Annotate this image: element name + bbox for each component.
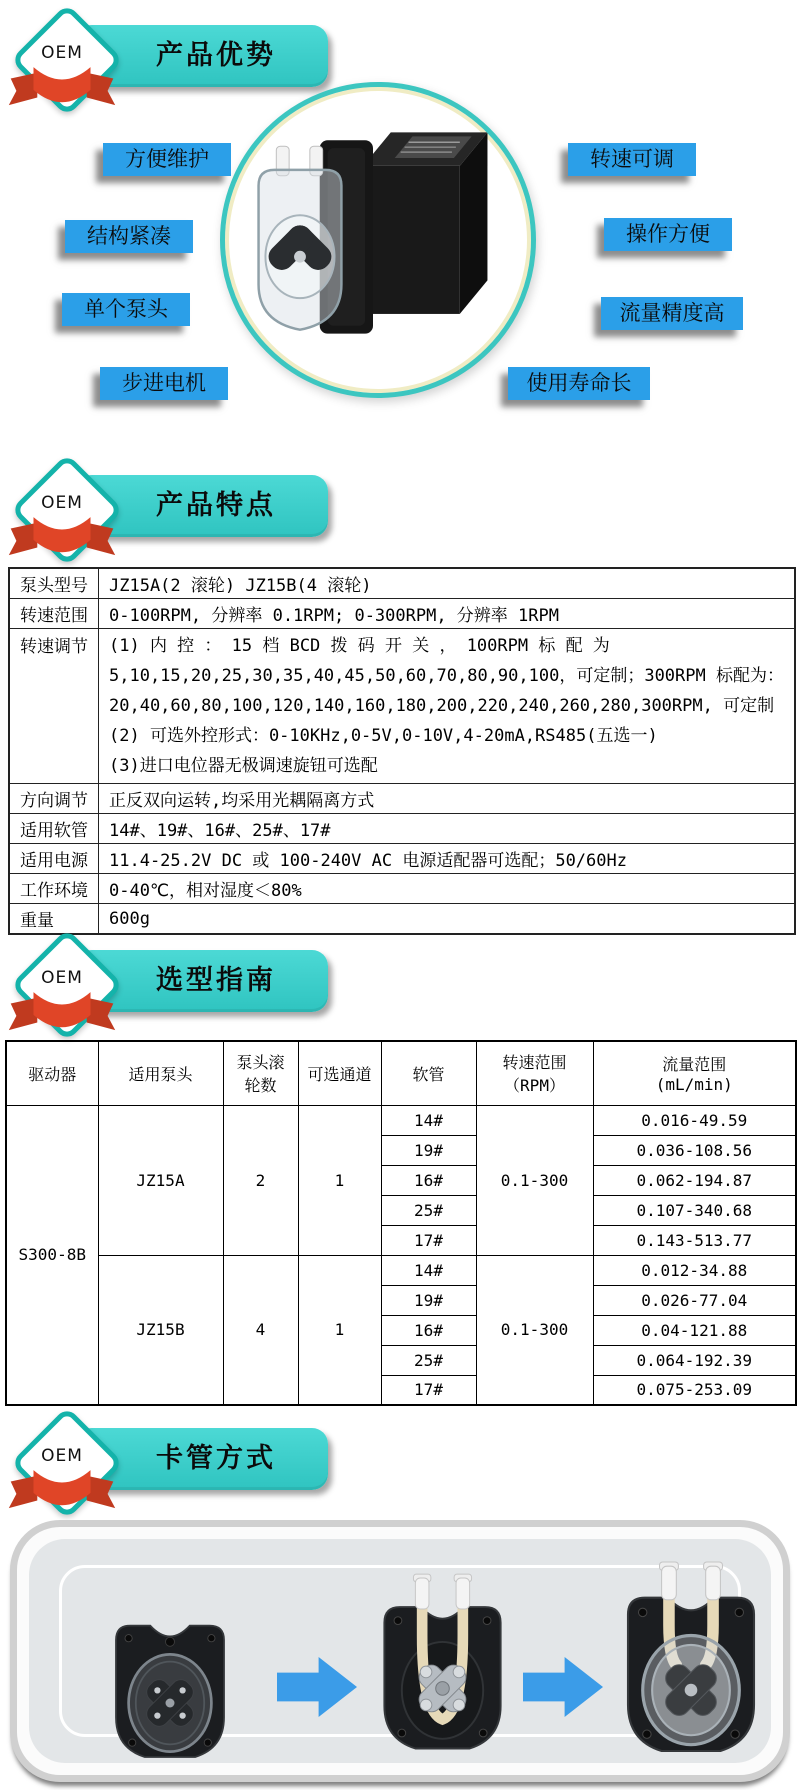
pump-with-motor-image <box>225 87 521 383</box>
pump-head-step-2-image <box>365 1567 520 1775</box>
spec-value: 0-40℃，相对湿度＜80% <box>99 874 795 904</box>
tube-cell: 16# <box>381 1165 476 1195</box>
spec-label: 转速范围 <box>9 599 99 629</box>
speed-cell: 0.1-300 <box>476 1105 593 1255</box>
tube-cell: 14# <box>381 1255 476 1285</box>
flow-cell: 0.026-77.04 <box>593 1285 796 1315</box>
spec-value: 600g <box>99 904 795 935</box>
table-row <box>9 814 795 844</box>
tube-cell: 17# <box>381 1375 476 1405</box>
oem-badge <box>8 5 116 117</box>
flow-cell: 0.143-513.77 <box>593 1225 796 1255</box>
table-row <box>9 629 795 784</box>
pump-head-step-1-image <box>75 1595 265 1775</box>
col-header: 适用泵头 <box>98 1041 223 1105</box>
ribbon-icon <box>5 63 119 113</box>
oem-badge <box>8 930 116 1042</box>
flow-cell: 0.036-108.56 <box>593 1135 796 1165</box>
advantage-label: 流量精度高 <box>601 297 743 330</box>
channels-cell: 1 <box>298 1255 381 1405</box>
spec-line: (3)进口电位器无极调速旋钮可选配 <box>109 756 378 776</box>
rollers-cell: 4 <box>223 1255 298 1405</box>
advantage-label: 步进电机 <box>100 367 228 400</box>
table-row <box>6 1255 796 1285</box>
tube-cell: 25# <box>381 1345 476 1375</box>
flow-cell: 0.012-34.88 <box>593 1255 796 1285</box>
section-header-selection <box>0 930 345 1042</box>
spec-line: (2) 可选外控形式：0-10KHz,0-5V,0-10V,4-20mA,RS485(五选一) <box>109 726 658 746</box>
flow-cell: 0.04-121.88 <box>593 1315 796 1345</box>
flow-cell: 0.107-340.68 <box>593 1195 796 1225</box>
rollers-cell: 2 <box>223 1105 298 1255</box>
spec-value-multiline <box>99 629 795 784</box>
ribbon-icon <box>5 1466 119 1516</box>
spec-label: 转速调节 <box>9 629 99 784</box>
oem-badge <box>8 455 116 567</box>
section-title-features: 产品特点 <box>156 490 276 521</box>
spec-value: 正反双向运转,均采用光耦隔离方式 <box>99 784 795 814</box>
section-title-advantages: 产品优势 <box>156 40 276 71</box>
product-photo <box>220 82 536 398</box>
table-row <box>9 874 795 904</box>
table-header-row <box>6 1041 796 1105</box>
tube-cell: 25# <box>381 1195 476 1225</box>
advantage-label: 单个泵头 <box>62 293 190 326</box>
col-header: 软管 <box>381 1041 476 1105</box>
spec-label: 泵头型号 <box>9 568 99 599</box>
advantage-label: 操作方便 <box>604 218 732 251</box>
pump-cell: JZ15B <box>98 1255 223 1405</box>
flow-cell: 0.064-192.39 <box>593 1345 796 1375</box>
tube-cell: 19# <box>381 1285 476 1315</box>
section-title-clamping: 卡管方式 <box>156 1443 276 1474</box>
tube-cell: 19# <box>381 1135 476 1165</box>
col-header: 流量范围 (mL/min) <box>593 1041 796 1105</box>
section-title-selection: 选型指南 <box>156 965 276 996</box>
spec-label: 重量 <box>9 904 99 935</box>
selection-table <box>5 1040 797 1406</box>
oem-badge-text: OEM <box>41 968 83 988</box>
flow-cell: 0.075-253.09 <box>593 1375 796 1405</box>
ribbon-icon <box>5 988 119 1038</box>
features-table <box>8 567 796 935</box>
section-header-features <box>0 455 345 567</box>
table-row <box>9 599 795 629</box>
spec-value: 0-100RPM, 分辨率 0.1RPM; 0-300RPM, 分辨率 1RPM <box>99 599 795 629</box>
oem-badge-text: OEM <box>41 1446 83 1466</box>
spec-value: 11.4-25.2V DC 或 100-240V AC 电源适配器可选配；50/60Hz <box>99 844 795 874</box>
spec-value: JZ15A(2 滚轮) JZ15B(4 滚轮) <box>99 568 795 599</box>
flow-cell: 0.016-49.59 <box>593 1105 796 1135</box>
col-header: 泵头滚 轮数 <box>223 1041 298 1105</box>
spec-line: 20,40,60,80,100,120,140,160,180,200,220,240,260,280,300RPM, 可定制 <box>109 696 775 716</box>
col-header: 转速范围 （RPM） <box>476 1041 593 1105</box>
table-row <box>9 784 795 814</box>
spec-line: (1) 内 控 ： 15 档 BCD 拨 码 开 关 ， 100RPM 标 配 为 <box>109 636 610 656</box>
pump-cell: JZ15A <box>98 1105 223 1255</box>
oem-badge-text: OEM <box>41 493 83 513</box>
table-row <box>9 568 795 599</box>
spec-label: 适用软管 <box>9 814 99 844</box>
oem-badge-text: OEM <box>41 43 83 63</box>
spec-label: 方向调节 <box>9 784 99 814</box>
spec-label: 工作环境 <box>9 874 99 904</box>
ribbon-icon <box>5 513 119 563</box>
advantage-label: 结构紧凑 <box>65 220 193 253</box>
speed-cell: 0.1-300 <box>476 1255 593 1405</box>
oem-badge <box>8 1408 116 1520</box>
tube-cell: 16# <box>381 1315 476 1345</box>
spec-label: 适用电源 <box>9 844 99 874</box>
tube-cell: 14# <box>381 1105 476 1135</box>
table-row <box>6 1105 796 1135</box>
spec-value: 14#、19#、16#、25#、17# <box>99 814 795 844</box>
col-header: 可选通道 <box>298 1041 381 1105</box>
section-header-clamping <box>0 1408 345 1520</box>
table-row <box>9 844 795 874</box>
pump-head-step-3-image <box>607 1561 775 1773</box>
advantage-label: 方便维护 <box>103 143 231 176</box>
tube-cell: 17# <box>381 1225 476 1255</box>
clamping-panel-inner <box>29 1539 771 1763</box>
flow-cell: 0.062-194.87 <box>593 1165 796 1195</box>
driver-cell: S300-8B <box>6 1105 98 1405</box>
advantage-label: 使用寿命长 <box>508 367 650 400</box>
col-header: 驱动器 <box>6 1041 98 1105</box>
channels-cell: 1 <box>298 1105 381 1255</box>
spec-line: 5,10,15,20,25,30,35,40,45,50,60,70,80,90,100，可定制；300RPM 标配为： <box>109 666 784 686</box>
clamping-panel <box>10 1520 790 1782</box>
section-header-advantages <box>0 5 345 117</box>
advantage-label: 转速可调 <box>568 143 696 176</box>
